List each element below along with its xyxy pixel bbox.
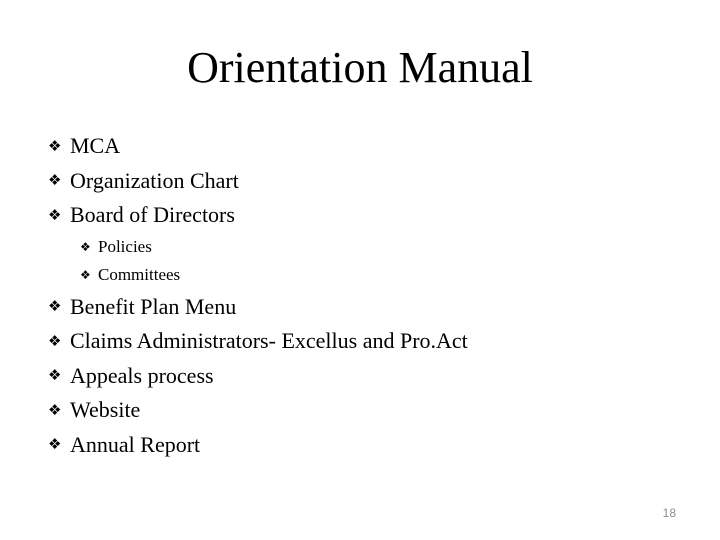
list-item-label: Organization Chart	[70, 167, 239, 193]
list-item-label: Claims Administrators- Excellus and Pro.Act	[70, 328, 468, 354]
sub-list-item	[48, 261, 688, 290]
slide-title: Orientation Manual	[187, 43, 533, 92]
diamond-bullet-icon: ❖	[80, 239, 91, 254]
diamond-bullet-icon: ❖	[48, 171, 62, 190]
sub-list-item	[48, 233, 688, 262]
list-item	[48, 290, 688, 325]
list-item-label: Benefit Plan Menu	[70, 293, 237, 319]
diamond-bullet-icon: ❖	[48, 366, 62, 385]
bullet-list	[48, 129, 688, 462]
list-item	[48, 129, 688, 164]
list-item	[48, 324, 688, 359]
sub-list-item-label: Committees	[98, 265, 181, 285]
list-item	[48, 428, 688, 463]
list-item	[48, 359, 688, 394]
list-item-label: Website	[70, 397, 141, 423]
list-item-label: MCA	[70, 133, 121, 159]
diamond-bullet-icon: ❖	[48, 435, 62, 454]
sub-list-item-label: Policies	[98, 236, 152, 256]
list-item	[48, 198, 688, 233]
list-item-label: Annual Report	[70, 431, 201, 457]
diamond-bullet-icon: ❖	[80, 268, 91, 283]
diamond-bullet-icon: ❖	[48, 136, 62, 155]
diamond-bullet-icon: ❖	[48, 205, 62, 224]
page-number: 18	[662, 506, 676, 520]
list-item	[48, 164, 688, 199]
diamond-bullet-icon: ❖	[48, 331, 62, 350]
list-item-label: Appeals process	[70, 362, 214, 388]
diamond-bullet-icon: ❖	[48, 297, 62, 316]
list-item	[48, 393, 688, 428]
diamond-bullet-icon: ❖	[48, 400, 62, 419]
list-item-label: Board of Directors	[70, 202, 235, 228]
